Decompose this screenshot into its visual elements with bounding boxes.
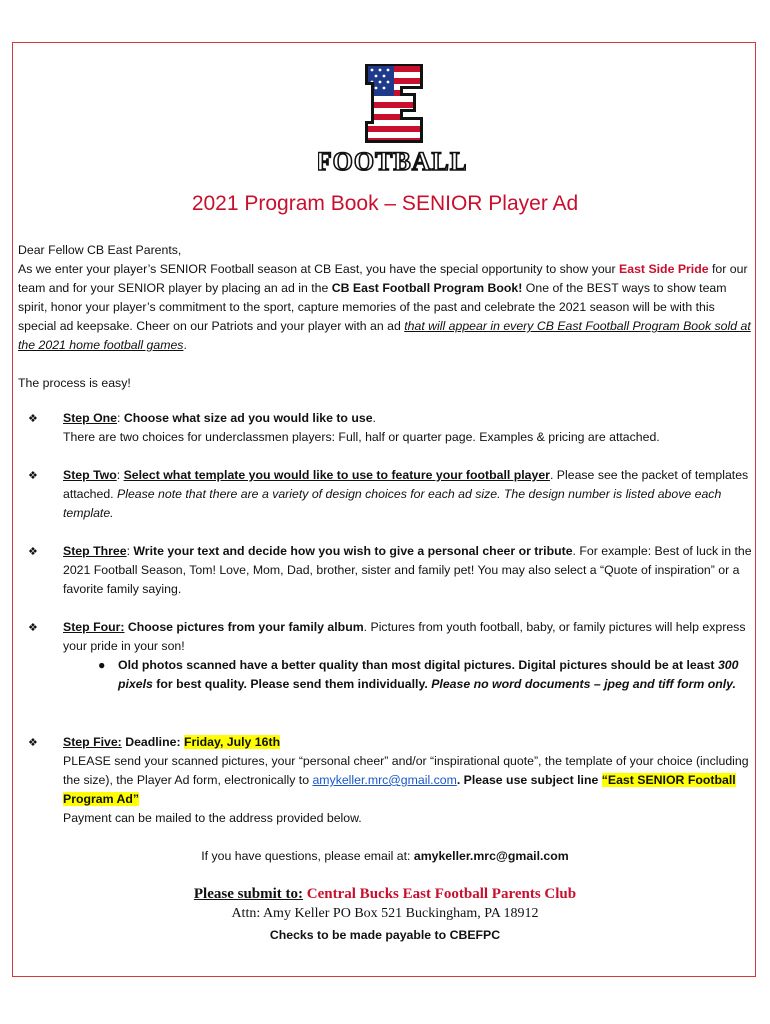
greeting: Dear Fellow CB East Parents, — [18, 243, 182, 257]
step-five-text-2: . Please use subject line — [456, 773, 602, 787]
step-five-text-1: PLEASE send your scanned pictures, your “personal cheer” and/or “inspirational quote”, the template of your choice (including the size), the Player Ad form, electronically to — [63, 754, 749, 787]
step-one-period: . — [372, 411, 376, 425]
submit-org: Central Bucks East Football Parents Club — [306, 886, 577, 902]
submit-line — [0, 884, 770, 904]
step-three-label: Step Three — [63, 544, 127, 558]
step-five — [28, 733, 756, 828]
step-four-bullet — [98, 656, 748, 694]
bullet-text-c: for best quality. Please send them individually. — [152, 677, 432, 691]
football-logo — [318, 64, 466, 176]
step-two-note: Please note that there are a variety of design choices for each ad size. The design number is listed above each template. — [63, 487, 722, 520]
bullet-text-a: Old photos scanned have a better quality than most digital pictures. Digital pictures should be at least — [118, 658, 718, 672]
attn-address: Attn: Amy Keller PO Box 521 Buckingham, PA 18912 — [231, 906, 539, 921]
deadline-label: Deadline: — [125, 735, 184, 749]
diamond-bullet-icon: ❖ — [28, 737, 38, 749]
step-one-detail: There are two choices for underclassmen players: Full, half or quarter page. Examples & pricing are attached. — [63, 430, 660, 444]
process-easy: The process is easy! — [18, 376, 131, 390]
bullet-dot-icon: ● — [98, 658, 106, 672]
step-one-label: Step One — [63, 411, 117, 425]
diamond-bullet-icon: ❖ — [28, 546, 38, 558]
step-five-label: Step Five: — [63, 735, 122, 749]
step-two-heading: Select what template you would like to use to feature your football player — [123, 468, 550, 482]
payment-note: Payment can be mailed to the address provided below. — [63, 811, 362, 825]
diamond-bullet-icon: ❖ — [28, 470, 38, 482]
email-link[interactable]: amykeller.mrc@gmail.com — [312, 773, 457, 787]
step-four-text: . Pictures from youth football, baby, or family pictures will help express your pride in your son! — [63, 620, 746, 653]
step-two-text: . Please see the packet of templates attached. — [63, 468, 749, 501]
bullet-pixels: 300 pixels — [118, 658, 739, 691]
bullet-note: Please no word documents – jpeg and tiff form only. — [431, 677, 736, 691]
questions-text: If you have questions, please email at: — [201, 849, 414, 863]
step-four — [28, 618, 756, 656]
questions-email: amykeller.mrc@gmail.com — [413, 849, 569, 863]
subject-line: “East SENIOR Football Program Ad” — [63, 773, 736, 806]
intro-italic-underline: that will appear in every CB East Football Program Book sold at the 2021 home football games — [18, 319, 751, 352]
intro-text-2: for our team and for your SENIOR player by placing an ad in the — [18, 262, 748, 295]
step-two-colon: : — [116, 468, 124, 482]
step-one — [28, 409, 756, 447]
deadline-date: Friday, July 16th — [183, 735, 281, 749]
page-title: 2021 Program Book – SENIOR Player Ad — [191, 192, 579, 215]
step-four-heading: Choose pictures from your family album — [127, 620, 364, 634]
step-three-heading: Write your text and decide how you wish to give a personal cheer or tribute — [133, 544, 573, 558]
intro-text-3: One of the BEST ways to show team spirit, honor your player’s commitment to the sport, capture memories of the past and celebrate the 2021 season will be with this special ad keepsake. Cheer on our Patriots and your player with an ad — [18, 281, 727, 333]
flag-e-icon — [318, 64, 466, 176]
diamond-bullet-icon: ❖ — [28, 413, 38, 425]
logo-football-text: FOOTBALL — [318, 147, 466, 176]
step-four-label: Step Four: — [63, 620, 125, 634]
checks-payable: Checks to be made payable to CBEFPC — [269, 928, 501, 942]
intro-east-side-pride: East Side Pride — [619, 262, 709, 276]
intro-text-4: . — [183, 338, 187, 352]
step-three — [28, 542, 756, 599]
diamond-bullet-icon: ❖ — [28, 622, 38, 634]
intro-program-book: CB East Football Program Book! — [331, 281, 523, 295]
step-three-text: . For example: Best of luck in the 2021 Football Season, Tom! Love, Mom, Dad, brother, sister and family pet! You may also select a “Quote of inspiration” or a favorite family saying. — [63, 544, 752, 596]
step-one-colon: : — [116, 411, 124, 425]
intro-text-1: As we enter your player’s SENIOR Football season at CB East, you have the special opportunity to show your — [18, 262, 620, 276]
questions-line — [0, 847, 770, 866]
step-two-label: Step Two — [63, 468, 117, 482]
intro-paragraph — [18, 260, 754, 355]
submit-label: Please submit to: — [193, 886, 304, 902]
step-three-colon: : — [126, 544, 134, 558]
step-one-heading: Choose what size ad you would like to use — [123, 411, 373, 425]
step-two — [28, 466, 756, 523]
